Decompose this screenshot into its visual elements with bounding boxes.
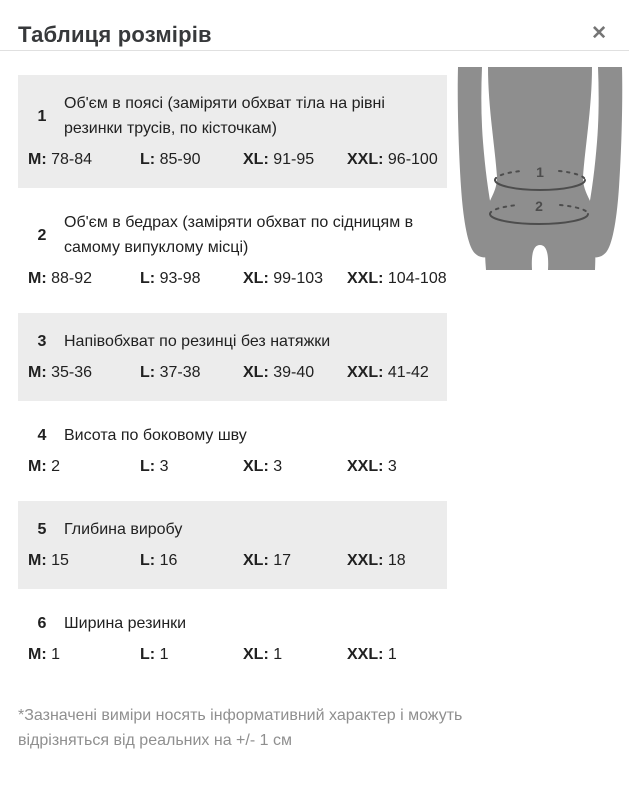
waist-measure-label: 1	[536, 164, 544, 180]
size-cell: XL: 1	[243, 646, 283, 663]
size-cell: L: 1	[140, 646, 169, 663]
size-cell: M: 15	[28, 552, 69, 569]
size-cell: XL: 91-95	[243, 151, 315, 168]
table-row	[18, 194, 447, 307]
table-row	[18, 313, 447, 401]
size-cell: XXL: 18	[347, 552, 406, 569]
row-description: Об'єм в поясі (заміряти обхват тіла на рівні резинки трусів, по кісточкам)	[64, 95, 385, 137]
size-cell: M: 2	[28, 458, 61, 475]
row-sizes	[28, 266, 447, 291]
row-number: 1	[37, 107, 47, 125]
row-description: Висота по боковому шву	[64, 427, 247, 444]
modal-content	[0, 51, 629, 683]
row-description: Напівобхват по резинці без натяжки	[64, 333, 331, 350]
size-cell: XXL: 96-100	[347, 151, 438, 168]
size-table	[18, 75, 447, 683]
size-cell: L: 3	[140, 458, 169, 475]
size-cell: XXL: 41-42	[347, 364, 429, 381]
modal-title: Таблиця розмірів	[18, 22, 212, 47]
hip-measure-label: 2	[535, 198, 543, 214]
row-number: 3	[37, 333, 47, 350]
size-cell: L: 93-98	[140, 270, 201, 287]
row-sizes	[28, 642, 437, 667]
row-sizes	[28, 147, 437, 172]
row-sizes	[28, 454, 437, 479]
row-number: 2	[37, 226, 47, 244]
row-number: 6	[37, 615, 47, 632]
table-row	[18, 595, 447, 683]
size-cell: XXL: 104-108	[347, 270, 447, 287]
male-torso-figure	[455, 67, 625, 282]
table-row	[18, 407, 447, 495]
size-cell: XL: 99-103	[243, 270, 324, 287]
row-description: Ширина резинки	[64, 615, 187, 632]
size-cell: XXL: 1	[347, 646, 397, 663]
size-cell: XL: 17	[243, 552, 292, 569]
row-number: 5	[37, 521, 47, 538]
size-cell: L: 16	[140, 552, 178, 569]
row-description: Об'єм в бедрах (заміряти обхват по сідницям в самому випуклому місці)	[64, 214, 414, 256]
size-cell: M: 78-84	[28, 151, 93, 168]
row-description: Глибина виробу	[64, 521, 183, 538]
row-sizes	[28, 548, 437, 573]
table-row	[18, 501, 447, 589]
size-cell: L: 85-90	[140, 151, 201, 168]
size-cell: M: 88-92	[28, 270, 93, 287]
size-cell: XL: 3	[243, 458, 283, 475]
disclaimer-note: *Зазначені виміри носять інформативний характер і можуть відрізняться від реальних на +/- 1 см	[18, 707, 463, 749]
close-icon[interactable]: ✕	[585, 22, 613, 46]
size-cell: XL: 39-40	[243, 364, 315, 381]
size-cell: M: 35-36	[28, 364, 93, 381]
table-row	[18, 75, 447, 188]
modal-header	[0, 0, 629, 50]
size-cell: M: 1	[28, 646, 61, 663]
row-sizes	[28, 360, 437, 385]
size-cell: XXL: 3	[347, 458, 397, 475]
size-cell: L: 37-38	[140, 364, 201, 381]
row-number: 4	[37, 427, 47, 444]
